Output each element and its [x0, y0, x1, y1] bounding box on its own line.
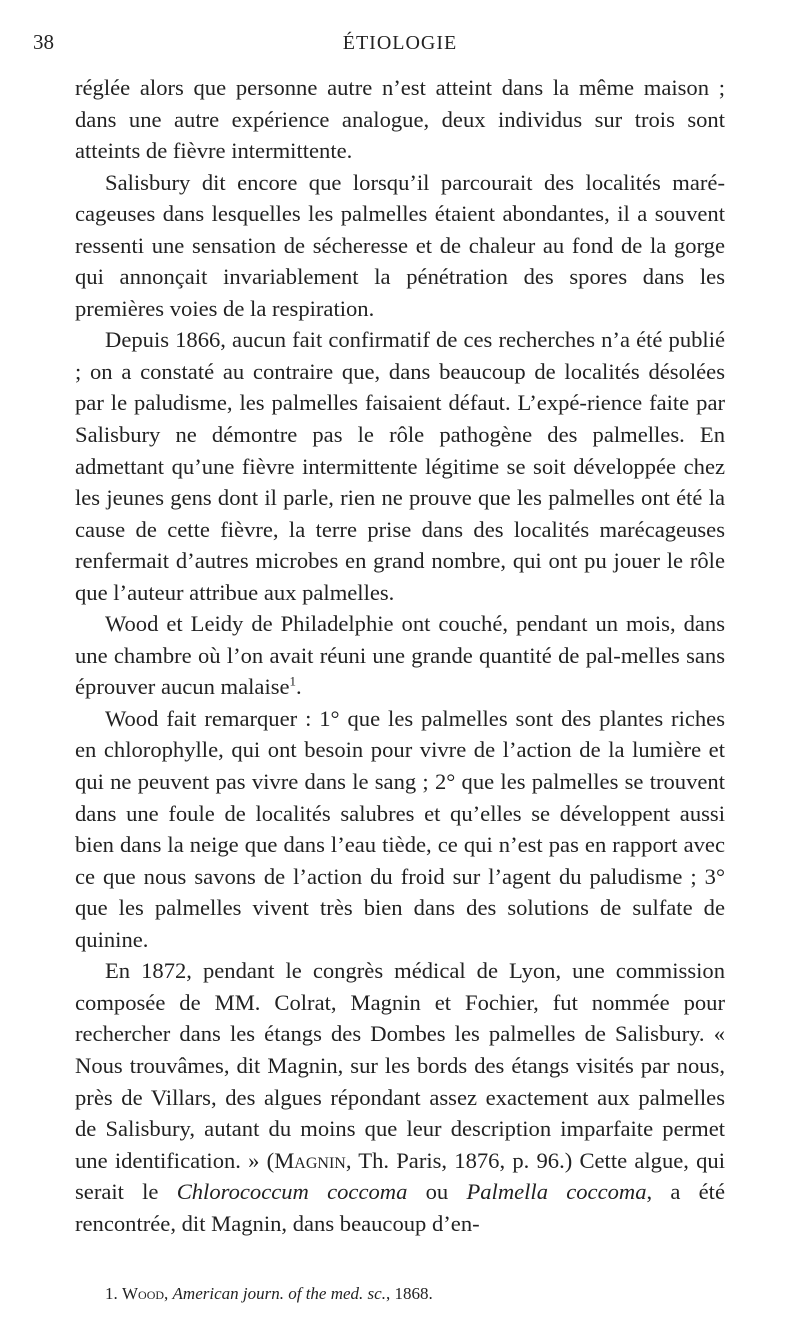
species-name: Palmella coccoma — [466, 1179, 647, 1205]
paragraph: Wood fait remarquer : 1° que les palmelles sont des plantes riches en chlorophylle, qui ont besoin pour vivre de l’action de la lumière et qui ne peuvent pas vivre dans le sang ; 2° que les palmelles se trouvent dans une foule de localités salubres et qu’elles se développent aussi bien dans la neige que dans l’eau tiède, ce qui n’est pas en rapport avec ce que nous savons de l’action du froid sur l’agent du paludisme ; 3° que les palmelles vivent très bien dans des solutions de sulfate de quinine. — [75, 705, 725, 952]
paragraph: Wood et Leidy de Philadelphie ont couché, pendant un mois, dans une chambre où l’on avait réuni une grande quantité de pal-melles sans éprouver aucun malaise$^1$. — [75, 611, 725, 700]
paragraph-text: En 1872, pendant le congrès médical de Lyon, une commission composée de MM. Colrat, Magnin et Fochier, fut nommée pour rechercher dans les étangs des Dombes les palmelles de Salisbury. « Nous trouvâmes, dit Magnin, sur les bords des étangs visités par nous, près de Villars, des algues répondant assez exactement aux palmelles de Salisbury, autant du moins que leur description imparfaite permet une identification. » ( — [75, 958, 725, 1173]
citation-author: Magnin — [274, 1147, 346, 1173]
footnote-number: 1. — [105, 1284, 118, 1303]
running-head — [33, 30, 725, 72]
species-name: Chlorococcum coccoma — [176, 1179, 408, 1205]
footnote: 1. Wood, American journ. of the med. sc., 1868. — [105, 1284, 433, 1303]
paragraph: Depuis 1866, aucun fait confirmatif de ces recherches n’a été publié ; on a constaté au contraire que, dans beaucoup de localités désolées par le paludisme, les palmelles faisaient défaut. L’expé-rience faite par Salisbury ne démontre pas le rôle pathogène des palmelles. En admettant qu’une fièvre intermittente légitime se soit développée chez les jeunes gens dont il parle, rien ne prouve que les palmelles ont été la cause de cette fièvre, la terre prise dans des localités marécageuses renfermait d’autres microbes en grand nombre, qui ont pu jouer le rôle que l’auteur attribue aux palmelles. — [75, 327, 725, 605]
paragraph: Salisbury dit encore que lorsqu’il parcourait des localités maré-cageuses dans lesquelles les palmelles étaient abondantes, il a souvent ressenti une sensation de sécheresse et de chaleur au fond de la gorge qui annonçait invariablement la pénétration des spores dans les premières voies de la respiration. — [75, 169, 725, 321]
paragraph-text: Wood et Leidy de Philadelphie ont couché, pendant un mois, dans une chambre où l’on avait réuni une grande quantité de pal-melles sans éprouver aucun malaise — [75, 611, 725, 700]
page-number: 38 — [33, 30, 54, 54]
footnote-author: Wood — [122, 1284, 165, 1303]
running-title: ÉTIOLOGIE — [342, 32, 458, 54]
citation-text: ou — [407, 1179, 467, 1205]
body-text — [75, 72, 725, 1239]
citation-text: , Th. Paris, 1876, p. 96.) Cette algue, qui serait le — [75, 1147, 726, 1205]
footnote-journal: American journ. of the med. sc. — [172, 1284, 386, 1303]
footnote-year: , 1868. — [385, 1284, 433, 1303]
footnote-marker: 1 — [289, 673, 297, 689]
citation-text: , a été rencontrée, dit Magnin, dans beaucoup d’en- — [75, 1179, 725, 1236]
page — [33, 30, 726, 1239]
paragraph: réglée alors que personne autre n’est atteint dans la même maison ; dans une autre expérience analogue, deux individus sur trois sont atteints de fièvre intermittente. — [75, 75, 725, 164]
paragraph — [75, 955, 725, 1239]
